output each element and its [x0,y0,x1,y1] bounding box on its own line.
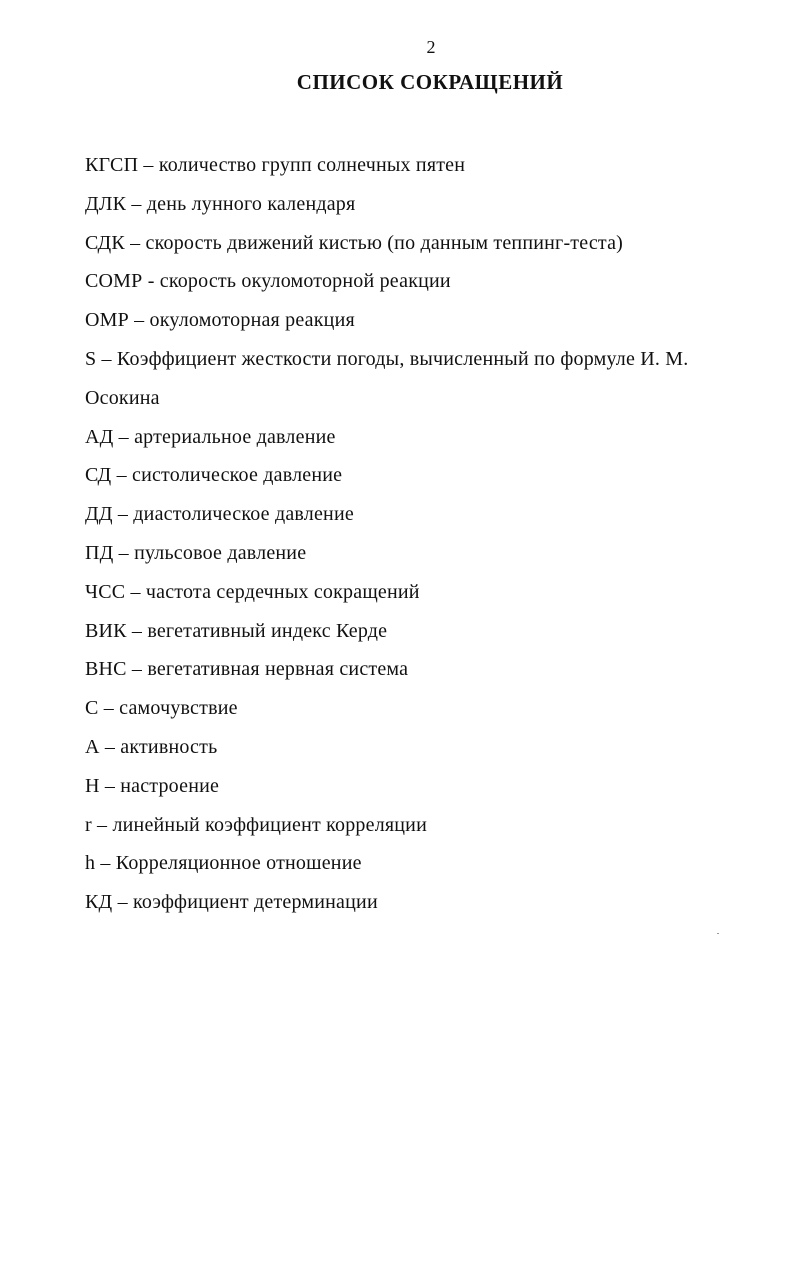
list-item: СДК – скорость движений кистью (по данным теппинг-теста) [85,231,624,254]
list-item: r – линейный коэффициент корреляции [85,813,427,836]
list-item: ДД – диастолическое давление [85,503,354,526]
list-item: ВНС – вегетативная нервная система [85,658,409,681]
list-item: С – самочувствие [85,697,238,720]
list-item: ОМР – окуломоторная реакция [85,309,355,332]
list-item: ЧСС – частота сердечных сокращений [85,580,420,603]
list-item: СД – систолическое давление [85,464,343,487]
scan-speck [717,933,719,934]
page-number: 2 [426,37,436,57]
list-item: Н – настроение [85,774,220,797]
list-item: А – активность [85,735,218,758]
list-item: АД – артериальное давление [85,425,336,448]
list-item: h – Корреляционное отношение [85,852,362,875]
list-item: S – Коэффициент жесткости погоды, вычисленный по формуле И. М. [85,347,689,370]
list-item: ДЛК – день лунного календаря [85,192,356,215]
list-item: ВИК – вегетативный индекс Керде [85,619,388,642]
list-item: СОМР - скорость окуломоторной реакции [85,270,451,293]
abbreviation-list [85,146,785,922]
list-item: КД – коэффициент детерминации [85,891,378,914]
list-item-continuation: Осокина [85,386,160,409]
page-title: СПИСОК СОКРАЩЕНИЙ [296,70,564,94]
list-item: КГСП – количество групп солнечных пятен [85,154,466,176]
list-item: ПД – пульсовое давление [85,541,307,564]
